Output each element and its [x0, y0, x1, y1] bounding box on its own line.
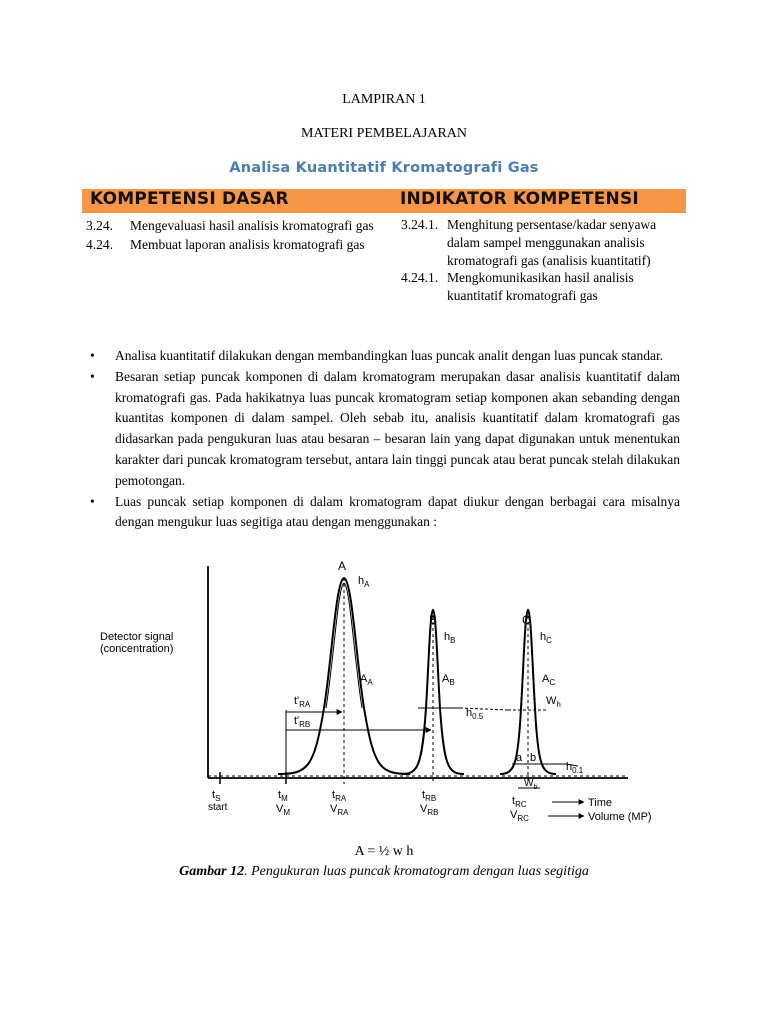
- kd-item: [86, 216, 376, 235]
- indikator-column: [401, 216, 691, 305]
- bullet-item: [90, 492, 680, 534]
- h01-label: $h_{0.1}$: [566, 761, 584, 775]
- wh-label: $W_h$: [546, 695, 561, 709]
- trc-label: $t_{RC}$: [512, 795, 527, 809]
- vrb-label: $V_{RB}$: [420, 803, 439, 817]
- bullet-icon: •: [90, 493, 95, 509]
- ab-label: $A_B$: [442, 673, 455, 687]
- area-formula: A = ½ w h: [354, 844, 414, 859]
- ik-item: [401, 216, 691, 269]
- ts-label: $t_S$: [212, 789, 221, 803]
- kd-text: Mengevaluasi hasil analisis kromatografi gas: [130, 218, 374, 233]
- h05-label: $h_{0.5}$: [466, 707, 484, 721]
- ik-text: Mengkomunikasikan hasil analisis kuantitatif kromatografi gas: [447, 270, 634, 304]
- kompetensi-dasar-heading: KOMPETENSI DASAR: [90, 189, 289, 209]
- peak-c-label: C: [522, 613, 531, 627]
- bullet-icon: •: [90, 348, 95, 363]
- hb-label: $h_B$: [444, 631, 456, 645]
- kd-text: Membuat laporan analisis kromatografi gas: [130, 237, 365, 252]
- bullet-icon: •: [90, 368, 95, 384]
- peak-b-label: B: [429, 613, 438, 627]
- peak-a-label: A: [338, 559, 347, 573]
- lampiran-title: LAMPIRAN 1: [342, 92, 426, 107]
- tra-label: $t_{RA}$: [332, 789, 347, 803]
- ac-label: $A_C$: [542, 673, 556, 687]
- ylabel-line1: Detector signal: [100, 631, 174, 643]
- bullet-list: [90, 346, 680, 533]
- a-label: a: [516, 752, 523, 764]
- start-label: start: [208, 802, 228, 813]
- ik-text: Menghitung persentase/kadar senyawa dalam sampel menggunakan analisis kromatografi gas (analisis kuantitatif): [447, 217, 657, 268]
- ik-item: [401, 269, 691, 305]
- chromatogram-diagram: [88, 558, 688, 833]
- ik-number: 3.24.1.: [401, 217, 439, 232]
- vm-label: $V_M$: [276, 803, 291, 817]
- hc-label: $h_C$: [540, 631, 552, 645]
- materi-title: MATERI PEMBELAJARAN: [300, 126, 468, 141]
- bullet-item: [90, 367, 680, 492]
- tm-label: $t_M$: [278, 789, 288, 803]
- caption-text: . Pengukuran luas puncak kromatogram dengan luas segitiga: [244, 864, 589, 879]
- indikator-kompetensi-heading: INDIKATOR KOMPETENSI: [400, 189, 639, 209]
- kompetensi-dasar-column: [86, 216, 376, 254]
- figure-caption: [0, 864, 768, 880]
- wb-label: $W_b$: [524, 778, 538, 791]
- b-label: b: [530, 752, 537, 764]
- bullet-text: Luas puncak setiap komponen di dalam kromatogram dapat diukur dengan berbagai cara misalnya dengan mengukur luas segitiga atau dengan menggunakan :: [115, 493, 680, 530]
- kd-number: 3.24.: [86, 218, 113, 233]
- kd-item: [86, 235, 376, 254]
- tra-prime-label: $t'_{RA}$: [294, 695, 311, 709]
- time-label: Time: [588, 797, 613, 809]
- aa-label: $A_A$: [360, 673, 373, 687]
- section-subtitle: Analisa Kuantitatif Kromatografi Gas: [229, 160, 539, 176]
- vrc-label: $V_{RC}$: [510, 809, 529, 823]
- competency-table-header: [82, 189, 686, 213]
- ylabel-line2: (concentration): [100, 643, 174, 655]
- trb-prime-label: $t'_{RB}$: [294, 715, 311, 729]
- caption-figure-number: Gambar 12: [179, 864, 245, 879]
- bullet-text: Besaran setiap puncak komponen di dalam kromatogram merupakan dasar analisis kuantitatif dalam kromatografi gas. Pada hakikatnya luas puncak kromatogram setiap komponen akan sebanding dengan kuantitas komponen di dalam sampel. Oleh sebab itu, analisis kuantitatif dalam kromatografi gas didasarkan pada pengukuran luas atau besaran – besaran lain yang dapat digunakan untuk menentukan karakter dari puncak kromatogram tersebut, antara lain tinggi puncak atau berat puncak stelah dilakukan pemotongan.: [115, 368, 680, 488]
- trb-label: $t_{RB}$: [422, 789, 437, 803]
- ik-number: 4.24.1.: [401, 270, 439, 286]
- kd-number: 4.24.: [86, 237, 113, 252]
- bullet-item: [90, 346, 680, 367]
- bullet-text: Analisa kuantitatif dilakukan dengan membandingkan luas puncak analit dengan luas puncak standar.: [115, 348, 664, 363]
- ha-label: $h_A$: [358, 575, 370, 589]
- vra-label: $V_{RA}$: [330, 803, 349, 817]
- volume-label: Volume (MP): [588, 811, 652, 823]
